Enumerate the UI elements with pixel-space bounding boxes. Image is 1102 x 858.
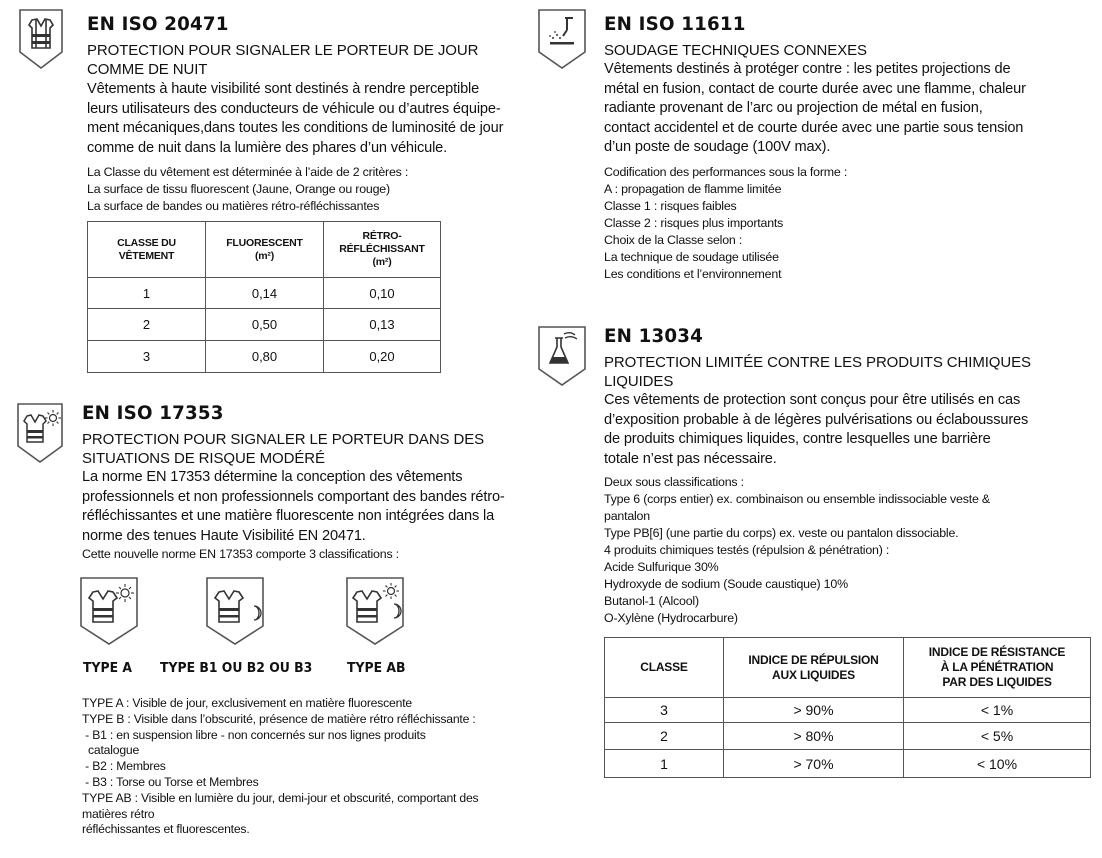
standard-subtitle: SOUDAGE TECHNIQUES CONNEXES [604,42,867,59]
detail-line: TYPE B : Visible dans l’obscurité, présence de matière rétro réfléchissante : [82,711,476,726]
table-cell: < 1% [904,698,1091,723]
note-line: Classe 2 : risques plus importants [604,215,784,230]
table-row [605,750,1091,778]
table-cell: 1 [605,750,724,778]
table-cell: < 10% [904,750,1091,778]
table-cell: 2 [88,309,206,341]
detail-line: réfléchissantes et fluorescentes. [82,822,250,837]
welding-badge-icon [537,8,583,70]
vest-sun-badge-icon [16,402,62,464]
note-line: A : propagation de flamme limitée [604,181,782,196]
description-line: ment mécaniques,dans toutes les conditions de luminosité de jour [87,120,504,136]
description-line: totale n’est pas nécessaire. [604,450,777,467]
section-en-iso-11611 [520,0,1102,300]
note-line: Type 6 (corps entier) ex. combinaison ou ensemble indissociable veste & [604,492,990,506]
table-row [88,278,441,309]
hi-vis-vest-badge-icon [18,8,64,70]
standard-description [604,391,1100,469]
column-header-fluorescent: FLUORESCENT (m²) [206,222,324,278]
type-a-badge-icon [79,576,139,646]
detail-line: - B1 : en suspension libre - non concernés sur nos lignes produits [82,727,426,742]
type-a-label: TYPE A [83,660,132,676]
note-line: Hydroxyde de sodium (Soude caustique) 10% [604,577,848,591]
section-en-iso-20471 [0,0,540,380]
table-cell: 0,10 [324,278,441,309]
standard-subtitle [604,353,1100,391]
subtitle-line: COMME DE NUIT [87,61,208,78]
table-cell: > 90% [724,698,904,723]
table-cell: 0,80 [206,341,324,373]
classification-note: Cette nouvelle norme EN 17353 comporte 3 classifications : [82,547,399,561]
table-row [88,341,441,373]
column-header-resistance: INDICE DE RÉSISTANCE À LA PÉNÉTRATION PAR DES LIQUIDES [904,638,1091,698]
standard-description [604,60,1100,158]
detail-line: TYPE AB : Visible en lumière du jour, demi-jour et obscurité, comportant des [82,790,479,805]
class-table-13034 [604,637,1091,778]
description-line: professionnels et non professionnels comportant des bandes rétro- [82,488,505,505]
type-b-badge-icon [205,576,265,646]
description-line: d’exposition probable à de légères pulvérisations ou éclaboussures [604,411,1029,428]
table-row [605,723,1091,750]
column-header-class: CLASSE [605,638,724,698]
note-line: Deux sous classifications : [604,475,744,489]
subtitle-line: LIQUIDES [604,373,674,390]
standard-title: EN ISO 11611 [604,13,746,35]
standard-description [82,468,538,546]
note-line: Type PB[6] (une partie du corps) ex. veste ou pantalon dissociable. [604,526,959,540]
type-details [82,696,532,838]
note-line: 4 produits chimiques testés (répulsion & pénétration) : [604,543,890,557]
table-cell: 0,13 [324,309,441,341]
section-en-iso-17353 [0,390,540,858]
type-b-label: TYPE B1 OU B2 OU B3 [160,660,313,676]
standard-title: EN 13034 [604,325,704,347]
table-cell: 0,50 [206,309,324,341]
type-ab-badge-icon [345,576,405,646]
performance-notes [604,164,1100,283]
note-line: La surface de bandes ou matières rétro-réfléchissantes [87,199,380,213]
description-line: Vêtements destinés à protéger contre : les petites projections de [604,61,1011,77]
column-header-repulsion: INDICE DE RÉPULSION AUX LIQUIDES [724,638,904,698]
detail-line: matières rétro [82,806,155,821]
detail-line: catalogue [88,743,140,758]
subtitle-line: PROTECTION LIMITÉE CONTRE LES PRODUITS CHIMIQUES [604,354,1031,371]
classification-notes [604,474,1100,627]
note-line: La technique de soudage utilisée [604,249,779,264]
class-table-20471 [87,221,441,373]
description-line: Vêtements à haute visibilité sont destinés à rendre perceptible [87,81,480,97]
description-line: d’un poste de soudage (100V max). [604,139,831,155]
standard-title: EN ISO 20471 [87,13,229,35]
detail-line: - B3 : Torse ou Torse et Membres [82,774,259,789]
note-line: Les conditions et l’environnement [604,266,782,281]
column-header-retro: RÉTRO- RÉFLÉCHISSANT (m²) [324,222,441,278]
description-line: norme des tenues Haute Visibilité EN 20471. [82,527,366,544]
description-line: La norme EN 17353 détermine la conception des vêtements [82,469,463,485]
note-line: O-Xylène (Hydrocarbure) [604,611,738,625]
table-cell: 0,14 [206,278,324,309]
table-cell: 3 [605,698,724,723]
description-line: réfléchissantes et une matière fluorescente non intégrées dans la [82,508,495,524]
standard-description [87,80,537,158]
table-cell: > 80% [724,723,904,750]
note-line: Acide Sulfurique 30% [604,560,719,574]
description-line: Ces vêtements de protection sont conçus pour être utilisés en cas [604,392,1021,408]
subtitle-line: PROTECTION POUR SIGNALER LE PORTEUR DANS DES [82,431,485,448]
chemical-flask-badge-icon [537,325,583,387]
note-line: Classe 1 : risques faibles [604,198,737,213]
note-line: Codification des performances sous la forme : [604,164,848,179]
note-line: La Classe du vêtement est déterminée à l’aide de 2 critères : [87,165,409,179]
note-line: Butanol-1 (Alcool) [604,594,699,608]
table-cell: 3 [88,341,206,373]
column-header-class: CLASSE DU VÊTEMENT [88,222,206,278]
table-cell: 1 [88,278,206,309]
detail-line: - B2 : Membres [82,759,166,774]
subtitle-line: PROTECTION POUR SIGNALER LE PORTEUR DE JOUR [87,42,479,59]
description-line: radiante provenant de l’arc ou projection de métal en fusion, [604,100,983,116]
standard-subtitle [82,430,538,468]
note-line: pantalon [604,509,650,523]
description-line: de produits chimiques liquides, contre lesquelles une barrière [604,431,991,447]
description-line: comme de nuit dans la lumière des phares d’un véhicule. [87,139,448,156]
description-line: contact accidentel et de courte durée avec une partie sous tension [604,119,1024,136]
table-row [88,309,441,341]
detail-line: TYPE A : Visible de jour, exclusivement en matière fluorescente [82,696,412,710]
table-cell: < 5% [904,723,1091,750]
description-line: métal en fusion, contact de courte durée avec une flamme, chaleur [604,80,1026,97]
standard-title: EN ISO 17353 [82,402,224,424]
class-criteria-notes [87,164,537,215]
type-ab-label: TYPE AB [347,660,406,676]
note-line: Choix de la Classe selon : [604,232,743,247]
table-cell: 0,20 [324,341,441,373]
table-cell: 2 [605,723,724,750]
subtitle-line: SITUATIONS DE RISQUE MODÉRÉ [82,450,325,467]
standard-subtitle [87,41,537,79]
table-cell: > 70% [724,750,904,778]
table-row [605,698,1091,723]
section-en-13034 [520,315,1102,858]
description-line: leurs utilisateurs des conducteurs de véhicule ou d’autres équipe- [87,100,501,117]
note-line: La surface de tissu fluorescent (Jaune, Orange ou rouge) [87,182,390,196]
